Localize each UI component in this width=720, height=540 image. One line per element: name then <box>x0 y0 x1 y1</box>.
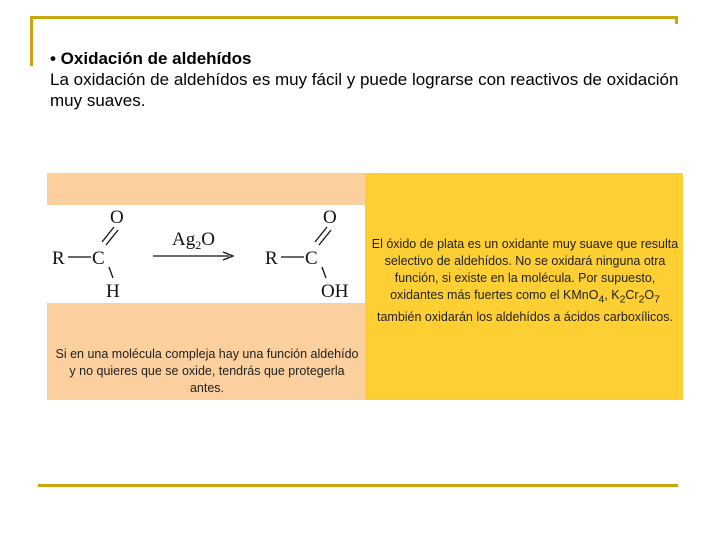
product-o-atom: O <box>323 207 337 228</box>
intro-text-block <box>50 48 690 111</box>
reactant-co-bond-1 <box>102 227 114 242</box>
reactant-co-bond-2 <box>106 230 118 245</box>
reactant-o-atom: O <box>110 207 124 228</box>
product-r-atom: R <box>265 248 278 269</box>
left-note-text: Si en una molécula compleja hay una función aldehído y no quieres que se oxide, tendrás que protegerla antes. <box>55 347 359 395</box>
reagent-label: $Ag_2O$ <box>172 229 215 252</box>
product-co-bond-1 <box>315 227 327 242</box>
slide-intro: La oxidación de aldehídos es muy fácil y puede lograrse con reactivos de oxidación muy suaves. <box>50 70 679 110</box>
left-border-rule <box>30 16 33 66</box>
top-right-border-tick <box>675 16 678 24</box>
reactant-ch-bond <box>109 267 113 278</box>
product-co-bond-2 <box>319 230 331 245</box>
slide-heading: • Oxidación de aldehídos <box>50 49 252 68</box>
right-note-text: El óxido de plata es un oxidante muy suave que resulta selectivo de aldehídos. No se oxidará ninguna otra función, si existe en la molécula. Por supuesto, oxidantes más fuertes como el KMnO$_4$, $K_2Cr_2O_7$ también oxidarán los aldehídos a ácidos carboxílicos. <box>371 237 679 324</box>
reaction-scheme <box>47 205 365 303</box>
reactant-c-atom: C <box>92 248 105 269</box>
product-c-atom: C <box>305 248 318 269</box>
reactant-r-atom: R <box>52 248 65 269</box>
reaction-diagram <box>47 205 365 303</box>
top-border-rule <box>30 16 678 19</box>
reactant-h-atom: H <box>106 281 120 302</box>
product-oh-group: OH <box>321 281 349 302</box>
product-c-oh-bond <box>322 267 326 278</box>
bottom-border-rule <box>38 484 678 487</box>
